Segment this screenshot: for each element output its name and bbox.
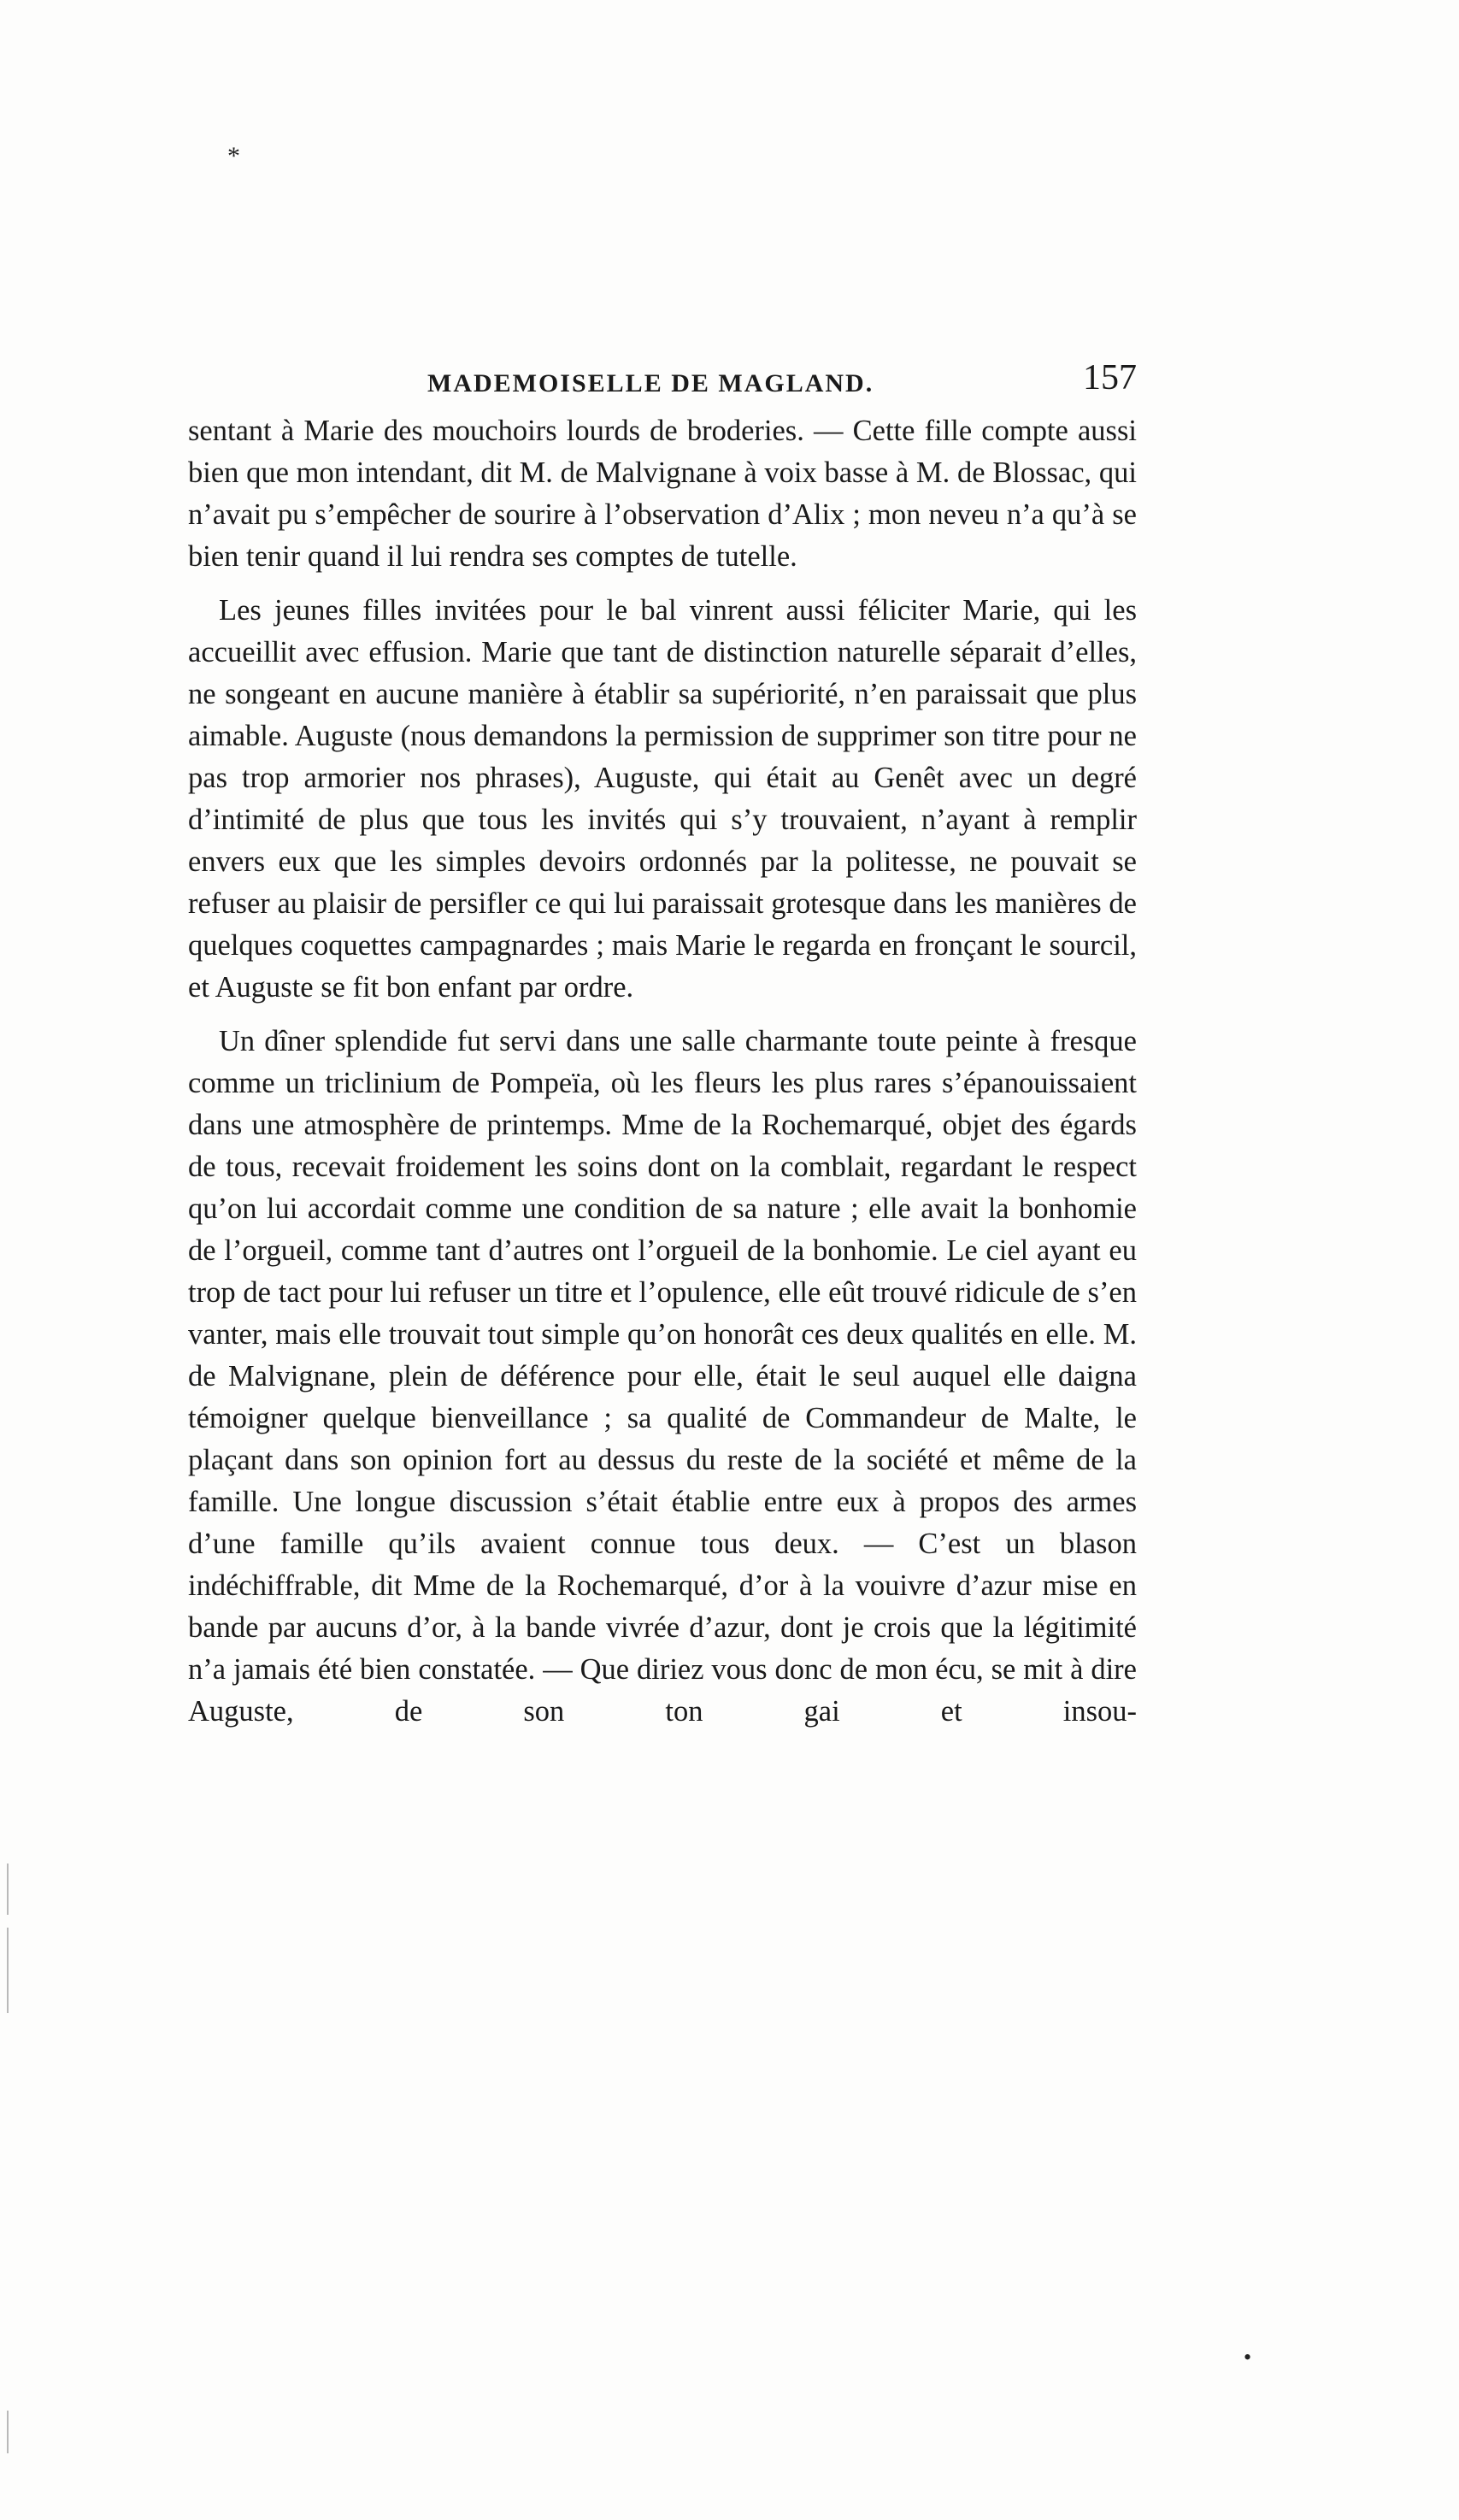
scan-edge-line (7, 1864, 9, 1915)
scan-edge-line (7, 1928, 9, 2013)
stray-dot-mark: • (1244, 2345, 1252, 2370)
page-number: 157 (1083, 358, 1137, 397)
body-text (188, 410, 1137, 1733)
running-head (188, 357, 1137, 409)
paragraph: sentant à Marie des mouchoirs lourds de broderies. — Cette fille compte aussi bien que mon intendant, dit M. de Malvignane à voix basse à M. de Blossac, qui n’avait pu s’empêcher de sourire à l’observation d’Alix ; mon neveu n’a qu’à se bien tenir quand il lui rendra ses comptes de tutelle. (188, 415, 1137, 573)
running-title: MADEMOISELLE DE MAGLAND. (427, 369, 874, 397)
paragraph: Les jeunes filles invitées pour le bal vinrent aussi féliciter Marie, qui les accueillit avec effusion. Marie que tant de distinction naturelle séparait d’elles, ne songeant en aucune manière à établir sa supériorité, n’en paraissait que plus aimable. Auguste (nous demandons la permission de supprimer son titre pour ne pas trop armorier nos phrases), Auguste, qui était au Genêt avec un degré d’intimité de plus que tous les invités qui s’y trouvaient, n’ayant à remplir envers eux que les simples devoirs ordonnés par la politesse, ne pouvait se refuser au plaisir de persifler ce qui lui paraissait grotesque dans les manières de quelques coquettes campagnardes ; mais Marie le regarda en fronçant le sourcil, et Auguste se fit bon enfant par ordre. (188, 594, 1137, 1004)
scan-edge-line (7, 2411, 9, 2453)
paragraph: Un dîner splendide fut servi dans une salle charmante toute peinte à fresque comme un triclinium de Pompeïa, où les fleurs les plus rares s’épanouissaient dans une atmosphère de printemps. Mme de la Rochemarqué, objet des égards de tous, recevait froidement les soins dont on la comblait, regardant le respect qu’on lui accordait comme une condition de sa nature ; elle avait la bonhomie de l’orgueil, comme tant d’autres ont l’orgueil de la bonhomie. Le ciel ayant eu trop de tact pour lui refuser un titre et l’opulence, elle eût trouvé ridicule de s’en vanter, mais elle trouvait tout simple qu’on honorât ces deux qualités en elle. M. de Malvignane, plein de déférence pour elle, était le seul auquel elle daigna témoigner quelque bienveillance ; sa qualité de Commandeur de Malte, le plaçant dans son opinion fort au dessus du reste de la société et même de la famille. Une longue discussion s’était établie entre eux à propos des armes d’une famille qu’ils avaient connue tous deux. — C’est un blason indéchiffrable, dit Mme de la Rochemarqué, d’or à la vouivre d’azur mise en bande par aucuns d’or, à la bande vivrée d’azur, dont je crois que la légitimité n’a jamais été bien constatée. — Que diriez vous donc de mon écu, se mit à dire Auguste, de son ton gai et insou- (188, 1025, 1137, 1728)
stray-ink-mark: * (227, 142, 240, 170)
